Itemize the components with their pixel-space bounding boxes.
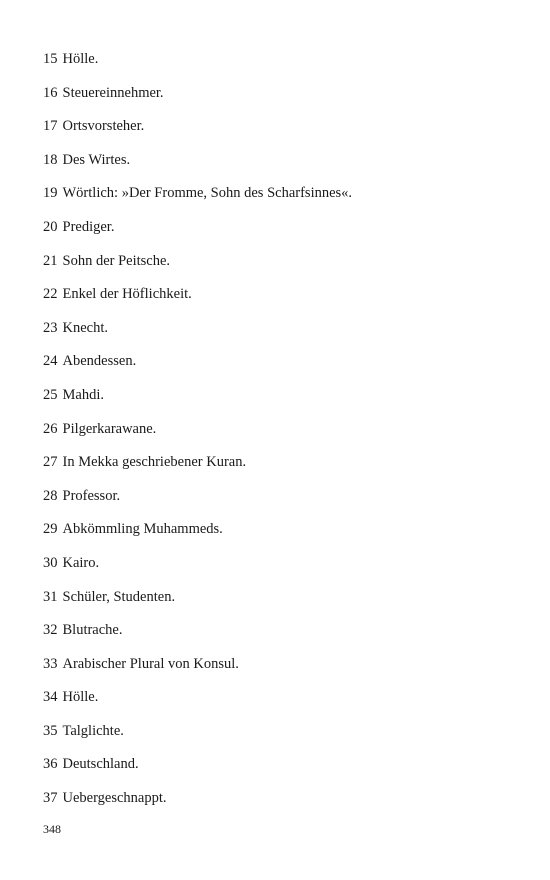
footnote-number: 33 — [43, 655, 58, 672]
footnote-number: 25 — [43, 386, 58, 403]
footnote — [43, 251, 513, 285]
footnote-text: Prediger. — [62, 218, 115, 235]
footnote-number: 32 — [43, 622, 58, 639]
footnote-text: Steuereinnehmer. — [62, 84, 164, 101]
footnote-number: 16 — [43, 84, 58, 101]
footnote-text: Professor. — [62, 487, 121, 504]
footnote-text: Sohn der Peitsche. — [62, 252, 171, 269]
footnote-text: Talglichte. — [62, 722, 124, 739]
footnote — [43, 721, 513, 755]
footnote-text: Mahdi. — [62, 386, 104, 403]
footnote-number: 17 — [43, 118, 58, 135]
footnote-number: 30 — [43, 554, 58, 571]
footnote — [43, 519, 513, 553]
footnote — [43, 419, 513, 453]
footnote — [43, 318, 513, 352]
footnote — [43, 486, 513, 520]
footnote-text: In Mekka geschriebener Kuran. — [62, 454, 247, 471]
footnote-number: 31 — [43, 588, 58, 605]
footnote-number: 18 — [43, 151, 58, 168]
footnote — [43, 553, 513, 587]
footnote — [43, 654, 513, 688]
footnote-text: Blutrache. — [62, 622, 123, 639]
footnote — [43, 217, 513, 251]
footnote-number: 19 — [43, 185, 58, 202]
footnote-number: 22 — [43, 286, 58, 303]
footnote — [43, 150, 513, 184]
footnote-text: Uebergeschnappt. — [62, 790, 167, 807]
footnote-number: 35 — [43, 722, 58, 739]
footnote — [43, 452, 513, 486]
footnote-number: 28 — [43, 487, 58, 504]
footnote-number: 23 — [43, 319, 58, 336]
footnote — [43, 788, 513, 822]
footnote-number: 24 — [43, 353, 58, 370]
footnote — [43, 49, 513, 83]
footnote-text: Deutschland. — [62, 756, 139, 773]
footnote — [43, 83, 513, 117]
footnote-text: Hölle. — [62, 51, 99, 67]
footnote-text: Kairo. — [62, 554, 100, 571]
footnote-text: Wörtlich: »Der Fromme, Sohn des Scharfsinnes«. — [62, 185, 353, 202]
footnote-number: 34 — [43, 689, 58, 706]
footnote-number: 37 — [43, 790, 58, 807]
footnote — [43, 687, 513, 721]
footnote-text: Abendessen. — [62, 353, 137, 370]
footnote-text: Enkel der Höflichkeit. — [62, 286, 192, 303]
footnote-text: Abkömmling Muhammeds. — [62, 521, 223, 538]
footnote — [43, 587, 513, 621]
footnote-number: 21 — [43, 252, 58, 269]
footnote-number: 27 — [43, 454, 58, 471]
footnote-text: Schüler, Studenten. — [62, 588, 176, 605]
footnote-number: 15 — [43, 51, 58, 67]
footnote — [43, 620, 513, 654]
footnote — [43, 754, 513, 788]
footnote-text: Hölle. — [62, 689, 99, 706]
footnote — [43, 183, 513, 217]
footnote-text: Pilgerkarawane. — [62, 420, 157, 437]
page-number: 348 — [43, 822, 61, 836]
footnote-number: 20 — [43, 218, 58, 235]
footnote-list — [43, 49, 513, 822]
footnote — [43, 284, 513, 318]
footnote — [43, 116, 513, 150]
footnote-text: Ortsvorsteher. — [62, 118, 145, 135]
footnote-text: Arabischer Plural von Konsul. — [62, 655, 239, 672]
footnote-text: Knecht. — [62, 319, 108, 336]
footnote-number: 29 — [43, 521, 58, 538]
footnote-number: 26 — [43, 420, 58, 437]
footnote-text: Des Wirtes. — [62, 151, 131, 168]
footnote-number: 36 — [43, 756, 58, 773]
footnote — [43, 385, 513, 419]
footnote — [43, 351, 513, 385]
